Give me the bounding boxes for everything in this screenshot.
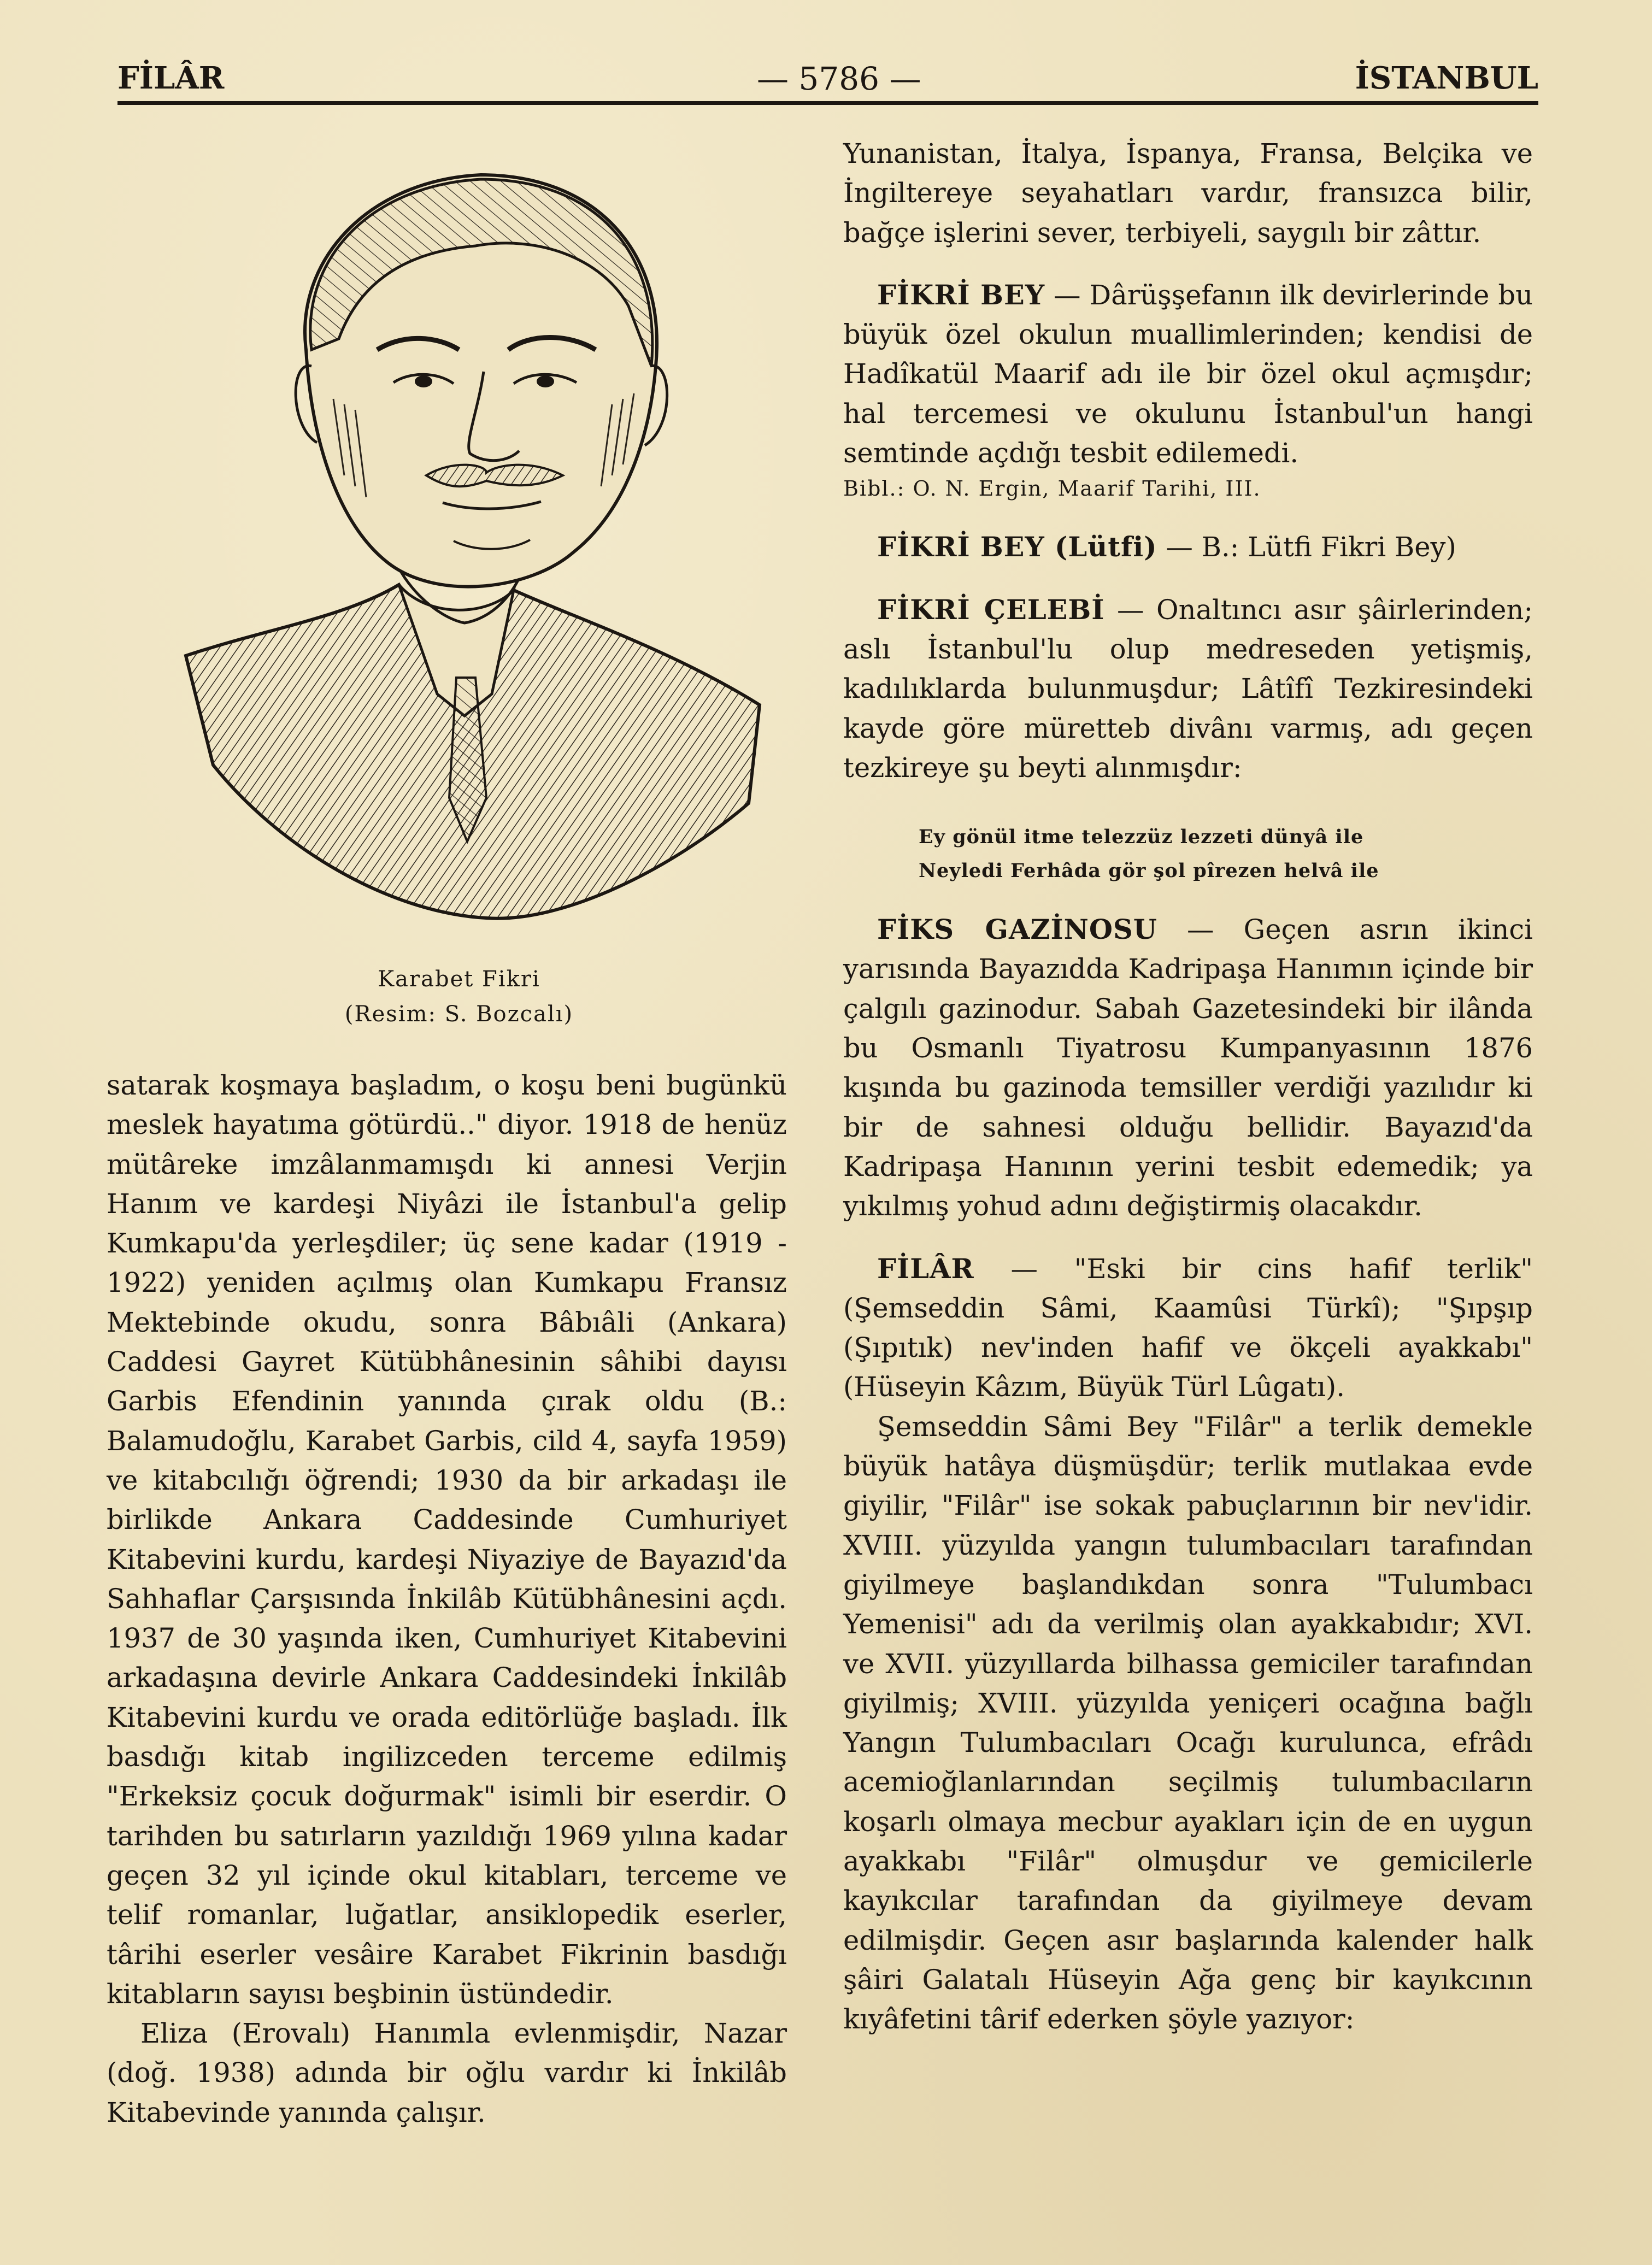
header-rule (117, 101, 1538, 105)
portrait-caption (240, 962, 678, 1032)
header-encyclopedia-title: İSTANBUL (1355, 60, 1538, 96)
entry-fikri-bey-lutfi (843, 527, 1533, 567)
paragraph: Eliza (Erovalı) Hanımla evlenmişdir, Nazar (doğ. 1938) adında bir oğlu vardır ki İnkilâb Kitabevinde yanında çalışır. (107, 2017, 787, 2128)
left-column (107, 1066, 787, 2132)
entry-text: — "Eski bir cins hafif terlik" (Şemseddin Sâmi, Kaamûsi Türkî); "Şıpşıp (Şıpıtık) nev'inden hafif ve ökçeli ayakkabı" (Hüseyin Kâzım, Büyük Türl Lûgatı). (843, 1252, 1533, 1403)
portrait-mustache (426, 465, 563, 487)
verse-line: Ey gönül itme telezzüz lezzeti dünyâ ile (919, 826, 1364, 849)
bibliography: Bibl.: O. N. Ergin, Maarif Tarihi, III. (843, 476, 1261, 501)
page-header (117, 50, 1538, 99)
entry-filar (843, 1249, 1533, 1407)
verse (843, 820, 1533, 888)
paragraph-intro: Yunanistan, İtalya, İspanya, Fransa, Belçika ve İngiltereye seyahatları vardır, fransızca bilir, bağçe işlerini sever, terbiyeli, saygılı bir zâttır. (843, 138, 1533, 249)
entry-term: FİKRİ BEY (877, 279, 1045, 311)
portrait-drawing (180, 169, 787, 923)
page-number: — 5786 — (757, 60, 921, 97)
paragraph: Şemseddin Sâmi Bey "Filâr" a terlik demekle büyük hatâya düşmüşdür; terlik mutlakaa evde giyilir, "Filâr" ise sokak pabuçlarının bir nev'idir. XVIII. yüzyılda yangın tulumbacıları tarafından giyilmeye başlandıkdan sonra "Tulumbacı Yemenisi" adı da verilmiş olan ayakkabıdır; XVI. ve XVII. yüzyıllarda bilhassa gemiciler tarafından giyilmiş; XVIII. yüzyılda yeniçeri ocağına bağlı Yangın Tulumbacıları Ocağı kurulunca, efrâdı acemioğlanlarından seçilmiş tulumbacıların koşarlı olmaya mecbur ayakları için de en uygun ayakkabı "Filâr" olmuşdur ve gemicilerle kayıkcılar tarafından da giyilmeye devam edilmişdir. Geçen asır başlarında kalender halk şâiri Galatalı Hüseyin Ağa genç bir kayıkcının kıyâfetini târif ederken şöyle yazıyor: (843, 1410, 1533, 2035)
caption-credit: (Resim: S. Bozcalı) (344, 1002, 574, 1027)
paragraph: satarak koşmaya başladım, o koşu beni bugünkü meslek hayatıma götürdü.." diyor. 1918 de henüz mütâreke imzâlanmamışdı ki annesi Verjin Hanım ve kardeşi Niyâzi ile İstanbul'a gelip Kumkapu'da yerleşdiler; üç sene kadar (1919 - 1922) yeniden açılmış olan Kumkapu Fransız Mektebinde okudu, sonra Bâbıâli (Ankara) Caddesi Gayret Kütübhânesinin sâhibi dayısı Garbis Efendinin yanında çırak oldu (B.: Balamudoğlu, Karabet Garbis, cild 4, sayfa 1959) ve kitabcılığı öğrendi; 1930 da bir arkadaşı ile birlikde Ankara Caddesinde Cumhuriyet Kitabevini kurdu, kardeşi Niyaziye de Bayazıd'da Sahhaflar Çarşısında İnkilâb Kütübhânesini açdı. 1937 de 30 yaşında iken, Cumhuriyet Kitabevini arkadaşına devirle Ankara Caddesindeki İnkilâb Kitabevini kurdu ve orada editörlüğe başladı. İlk basdığı kitab ingilizceden terceme edilmiş "Erkeksiz çocuk doğurmak" isimli bir eserdir. O tarihden bu satırların yazıldığı 1969 yılına kadar geçen 32 yıl içinde okul kitabları, terceme ve telif romanlar, luğatlar, ansiklopedik eserler, târihi eserler vesâire Karabet Fikrinin basdığı kitabların sayısı beşbinin üstündedir. (107, 1069, 787, 2010)
entry-text: — B.: Lütfi Fikri Bey) (1157, 531, 1456, 563)
entry-fikri-celebi (843, 590, 1533, 787)
right-column (843, 134, 1533, 2039)
entry-text: — Dârüşşefanın ilk devirlerinde bu büyük özel okulun muallimlerinden; kendisi de Hadîkatül Maarif adı ile bir özel okul açmışdır; hal tercemesi ve okulunu İstanbul'un hangi semtinde açdığı tesbit edilemedi. (843, 279, 1533, 469)
entry-term: FİKRİ ÇELEBİ (877, 593, 1105, 626)
entry-fikri-bey (843, 275, 1533, 473)
entry-text: — Geçen asrın ikinci yarısında Bayazıdda Kadripaşa Hanımın içinde bir çalgılı gazinodur. Sabah Gazetesindeki bir ilânda bu Osmanlı Tiyatrosu Kumpanyasının 1876 kışında bu gazinoda temsiller verdiği yazılıdır ki bir de sahnesi olduğu bellidir. Bayazıd'da Kadripaşa Hanının yerini tesbit edemedik; ya yıkılmış yohud adını değiştirmiş olacakdır. (843, 914, 1533, 1222)
entry-fiks-gazinosu (843, 910, 1533, 1226)
caption-name: Karabet Fikri (378, 967, 540, 992)
verse-line: Neyledi Ferhâda gör şol pîrezen helvâ ile (919, 860, 1379, 883)
entry-text: — Onaltıncı asır şâirlerinden; aslı İstanbul'lu olup medreseden yetişmiş, kadılıklarda bulunmuşdur; Lâtîfî Tezkiresindeki kayde göre müretteb divânı varmış, adı geçen tezkireye şu beyti alınmışdır: (843, 593, 1533, 784)
entry-term: FİKS GAZİNOSU (877, 914, 1157, 946)
entry-term: FİLÂR (877, 1252, 974, 1285)
entry-term: FİKRİ BEY (Lütfi) (877, 531, 1157, 563)
header-entry-word: FİLÂR (117, 60, 225, 96)
